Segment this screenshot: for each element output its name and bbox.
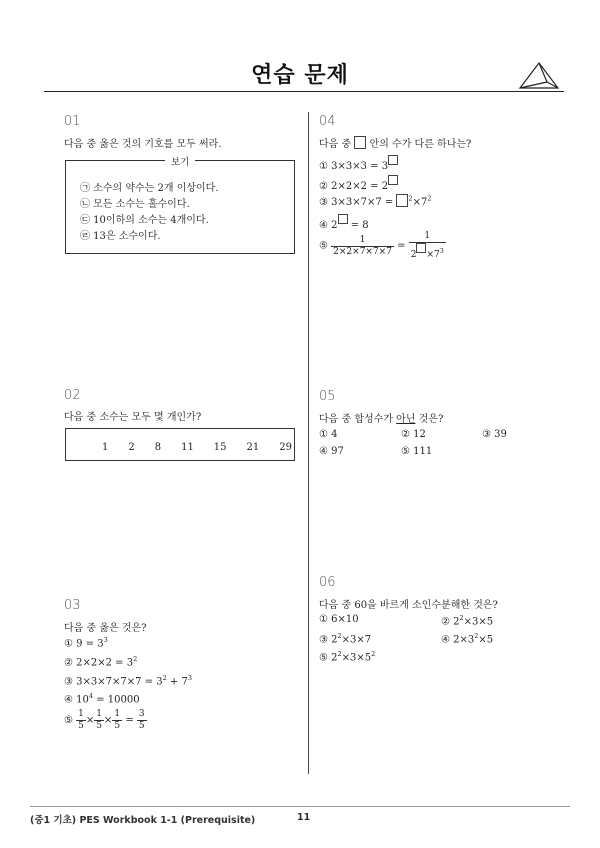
question-number: 05	[319, 389, 336, 404]
question-text: 다음 중 60을 바르게 소인수분해한 것은?	[319, 600, 498, 611]
footer-book-title: (중1 기초) PES Workbook 1-1 (Prerequisite)	[30, 815, 256, 826]
question-text: 다음 중 소수는 모두 몇 개인가?	[64, 412, 202, 423]
blank-box	[388, 175, 398, 185]
option-4: ④ $2\times 3^2\times 5$	[441, 632, 494, 646]
example-item: ㉣ 13은 소수이다.	[80, 231, 161, 242]
example-item: ㉠ 소수의 약수는 2개 이상이다.	[80, 183, 219, 194]
option-2: ② 12	[401, 429, 426, 440]
example-box-label: 보기	[165, 154, 195, 168]
option-5: ⑤ $\frac{1}{2\times 2\times 7\times 7\times 7}$ = $\frac{1}{2 \times 7^3}$	[319, 231, 444, 260]
question-number: 03	[64, 598, 81, 613]
question-text: 다음 중 안의 수가 다른 하나는?	[319, 135, 471, 150]
folded-paper-icon	[517, 60, 561, 94]
option-4: ④ $10^4 = 10000$	[64, 692, 140, 706]
blank-box	[338, 214, 348, 224]
example-item: ㉡ 모든 소수는 홀수이다.	[80, 199, 190, 210]
option-3: ③ $3\times 3\times 7\times 7 = ^2\times 7^2$	[319, 194, 432, 208]
option-2: ② 2×2×2 = 2	[319, 175, 398, 192]
option-1: ① 3×3×3 = 3	[319, 155, 398, 172]
footer-rule	[30, 806, 570, 807]
option-5: ⑤ $\frac{1}{5}$ × $\frac{1}{5}$ × $\frac{1}{5}$ = $\frac{3}{5}$	[64, 709, 145, 731]
question-number: 02	[64, 388, 81, 403]
option-3: ③ 39	[482, 429, 507, 440]
option-5: ⑤ $2^2\times 3\times 5^2$	[319, 650, 376, 664]
page-number: 11	[297, 812, 311, 823]
number-list: 1 2 8 11 15 21 29	[102, 442, 292, 453]
question-text: 다음 중 합성수가 아닌 것은?	[319, 414, 444, 425]
option-1: ① $9 = 3^3$	[64, 636, 108, 650]
blank-box	[416, 243, 426, 253]
option-2: ② $2\times 2\times 2 = 3^2$	[64, 655, 138, 669]
option-4: ④ 2 = 8	[319, 214, 369, 231]
question-number: 04	[319, 114, 336, 129]
option-1: ① 4	[319, 429, 338, 440]
option-5: ⑤ 111	[401, 446, 433, 457]
blank-box	[354, 136, 366, 149]
option-4: ④ 97	[319, 446, 344, 457]
blank-box	[396, 194, 408, 207]
example-item: ㉢ 10이하의 소수는 4개이다.	[80, 215, 209, 226]
question-text: 다음 중 옳은 것의 기호를 모두 써라.	[64, 139, 222, 150]
question-text: 다음 중 옳은 것은?	[64, 623, 147, 634]
option-2: ② $2^2\times 3\times 5$	[441, 614, 494, 628]
option-1: ① 6×10	[319, 614, 359, 625]
option-3: ③ $2^2\times 3\times 7$	[319, 632, 372, 646]
header-rule	[44, 91, 564, 92]
question-number: 06	[319, 575, 336, 590]
blank-box	[388, 155, 398, 165]
page-title: 연습 문제	[251, 63, 349, 88]
column-divider	[308, 112, 309, 774]
option-3: ③ $3\times 3\times 7\times 7\times 7 = 3^2 + 7^3$	[64, 674, 192, 688]
question-number: 01	[64, 114, 81, 129]
